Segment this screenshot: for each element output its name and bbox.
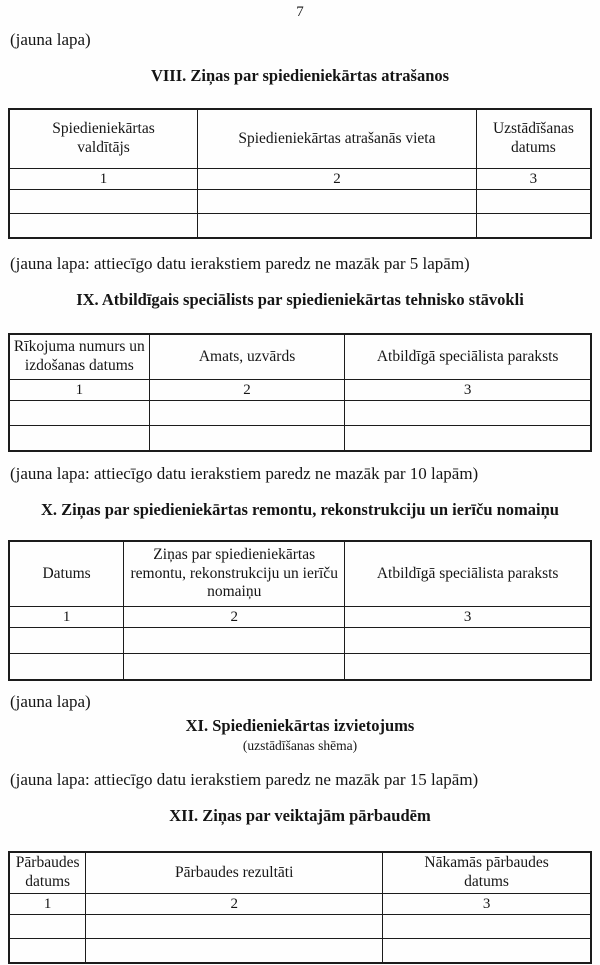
empty-cell <box>149 401 345 426</box>
section-xi-subtitle: (uzstādīšanas shēma) <box>242 738 358 753</box>
empty-data-row <box>9 915 591 939</box>
table-header-row <box>9 541 591 607</box>
column-number-cell: 2 <box>149 380 345 401</box>
empty-cell <box>9 654 124 681</box>
empty-cell <box>383 915 591 939</box>
empty-cell <box>124 628 345 654</box>
table-viii-location <box>8 108 592 239</box>
header-cell: Nākamās pārbaudes datums <box>383 852 591 894</box>
empty-data-row <box>9 939 591 964</box>
table-x-repairs <box>8 540 592 681</box>
column-number-cell: 1 <box>9 607 124 628</box>
empty-cell <box>9 628 124 654</box>
column-number-row <box>9 169 591 190</box>
header-cell: Amats, uzvārds <box>149 334 345 380</box>
header-cell: Ziņas par spiedieniekārtas remontu, rekonstrukciju un ierīču nomaiņu <box>124 541 345 607</box>
header-cell: Uzstādīšanas datums <box>476 109 591 169</box>
column-number-cell: 1 <box>9 380 149 401</box>
header-cell: Atbildīgā speciālista paraksts <box>345 541 591 607</box>
empty-cell <box>476 190 591 214</box>
empty-cell <box>345 426 591 452</box>
column-number-cell: 2 <box>124 607 345 628</box>
new-page-note: (jauna lapa) <box>10 30 91 49</box>
header-cell: Pārbaudes rezultāti <box>86 852 383 894</box>
empty-cell <box>476 214 591 239</box>
empty-cell <box>9 401 149 426</box>
table-header-row <box>9 334 591 380</box>
empty-data-row <box>9 628 591 654</box>
column-number-row <box>9 380 591 401</box>
column-number-cell: 2 <box>86 894 383 915</box>
empty-cell <box>149 426 345 452</box>
empty-data-row <box>9 190 591 214</box>
section-heading-xii: XII. Ziņas par veiktajām pārbaudēm <box>169 806 431 825</box>
table-header-row <box>9 109 591 169</box>
empty-data-row <box>9 426 591 452</box>
column-number-row <box>9 607 591 628</box>
section-heading-xi: XI. Spiedieniekārtas izvietojums <box>185 716 415 735</box>
empty-cell <box>124 654 345 681</box>
empty-data-row <box>9 214 591 239</box>
column-number-cell: 3 <box>476 169 591 190</box>
header-cell: Atbildīgā speciālista paraksts <box>345 334 591 380</box>
column-number-cell: 1 <box>9 894 86 915</box>
column-number-row <box>9 894 591 915</box>
column-number-cell: 3 <box>345 607 591 628</box>
empty-cell <box>198 214 477 239</box>
empty-cell <box>198 190 477 214</box>
empty-cell <box>383 939 591 964</box>
new-page-note: (jauna lapa) <box>10 692 91 711</box>
header-cell: Rīkojuma numurs un izdošanas datums <box>9 334 149 380</box>
empty-data-row <box>9 654 591 681</box>
empty-cell <box>9 915 86 939</box>
empty-cell <box>86 939 383 964</box>
new-page-note-min-5: (jauna lapa: attiecīgo datu ierakstiem paredz ne mazāk par 5 lapām) <box>10 254 470 273</box>
header-cell: Spiedieniekārtas valdītājs <box>9 109 198 169</box>
table-ix-responsible-specialist <box>8 333 592 452</box>
column-number-cell: 2 <box>198 169 477 190</box>
table-xii-inspections <box>8 851 592 964</box>
empty-cell <box>345 654 591 681</box>
column-number-cell: 1 <box>9 169 198 190</box>
section-heading-viii: VIII. Ziņas par spiedieniekārtas atrašanos <box>150 66 450 85</box>
empty-cell <box>9 190 198 214</box>
column-number-cell: 3 <box>383 894 591 915</box>
header-cell: Datums <box>9 541 124 607</box>
empty-cell <box>9 939 86 964</box>
empty-cell <box>9 214 198 239</box>
empty-data-row <box>9 401 591 426</box>
column-number-cell: 3 <box>345 380 591 401</box>
table-header-row <box>9 852 591 894</box>
section-heading-x: X. Ziņas par spiedieniekārtas remontu, rekonstrukciju un ierīču nomaiņu <box>41 500 559 519</box>
empty-cell <box>9 426 149 452</box>
new-page-note-min-10: (jauna lapa: attiecīgo datu ierakstiem paredz ne mazāk par 10 lapām) <box>10 464 479 483</box>
header-cell: Pārbaudes datums <box>9 852 86 894</box>
empty-cell <box>345 628 591 654</box>
section-heading-ix: IX. Atbildīgais speciālists par spiedieniekārtas tehnisko stāvokli <box>76 290 524 309</box>
empty-cell <box>345 401 591 426</box>
new-page-note-min-15: (jauna lapa: attiecīgo datu ierakstiem paredz ne mazāk par 15 lapām) <box>10 770 479 789</box>
header-cell: Spiedieniekārtas atrašanās vieta <box>198 109 477 169</box>
empty-cell <box>86 915 383 939</box>
page-number: 7 <box>296 4 304 20</box>
